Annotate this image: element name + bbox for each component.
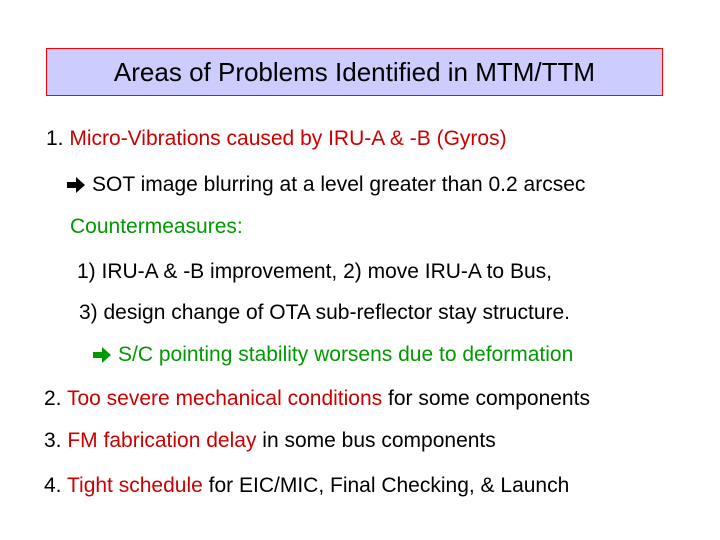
countermeasures-label: Countermeasures: xyxy=(70,215,243,238)
pointing-consequence-text: S/C pointing stability worsens due to deformation xyxy=(118,343,574,366)
item-4-number: 4. xyxy=(44,474,62,497)
countermeasures-heading xyxy=(70,214,243,240)
item-2 xyxy=(44,386,590,412)
countermeasure-2 xyxy=(79,300,570,326)
right-arrow-icon xyxy=(66,172,86,198)
item-3-text: in some bus components xyxy=(262,429,496,452)
pointing-consequence xyxy=(92,342,573,368)
sot-consequence xyxy=(66,172,585,198)
countermeasure-1 xyxy=(77,259,552,285)
item-1-text: Micro-Vibrations caused by IRU-A & -B (Gyros) xyxy=(69,127,507,150)
item-3-red-text: FM fabrication delay xyxy=(67,429,257,452)
slide-title: Areas of Problems Identified in MTM/TTM xyxy=(113,56,596,87)
item-4-text: for EIC/MIC, Final Checking, & Launch xyxy=(208,474,570,497)
item-1-number: 1. xyxy=(46,127,64,150)
item-1 xyxy=(46,126,507,152)
title-box xyxy=(46,48,663,96)
sot-consequence-text: SOT image blurring at a level greater than 0.2 arcsec xyxy=(92,173,586,196)
item-3 xyxy=(44,428,496,454)
item-2-red-text: Too severe mechanical conditions xyxy=(66,387,383,410)
item-4 xyxy=(44,473,569,499)
right-arrow-icon xyxy=(92,342,112,368)
countermeasure-1-text: 1) IRU-A & -B improvement, 2) move IRU-A to Bus, xyxy=(77,260,552,283)
item-2-number: 2. xyxy=(44,387,62,410)
item-4-red-text: Tight schedule xyxy=(66,474,203,497)
item-3-number: 3. xyxy=(44,429,62,452)
item-2-text: for some components xyxy=(388,387,590,410)
countermeasure-2-text: 3) design change of OTA sub-reflector stay structure. xyxy=(79,301,571,324)
